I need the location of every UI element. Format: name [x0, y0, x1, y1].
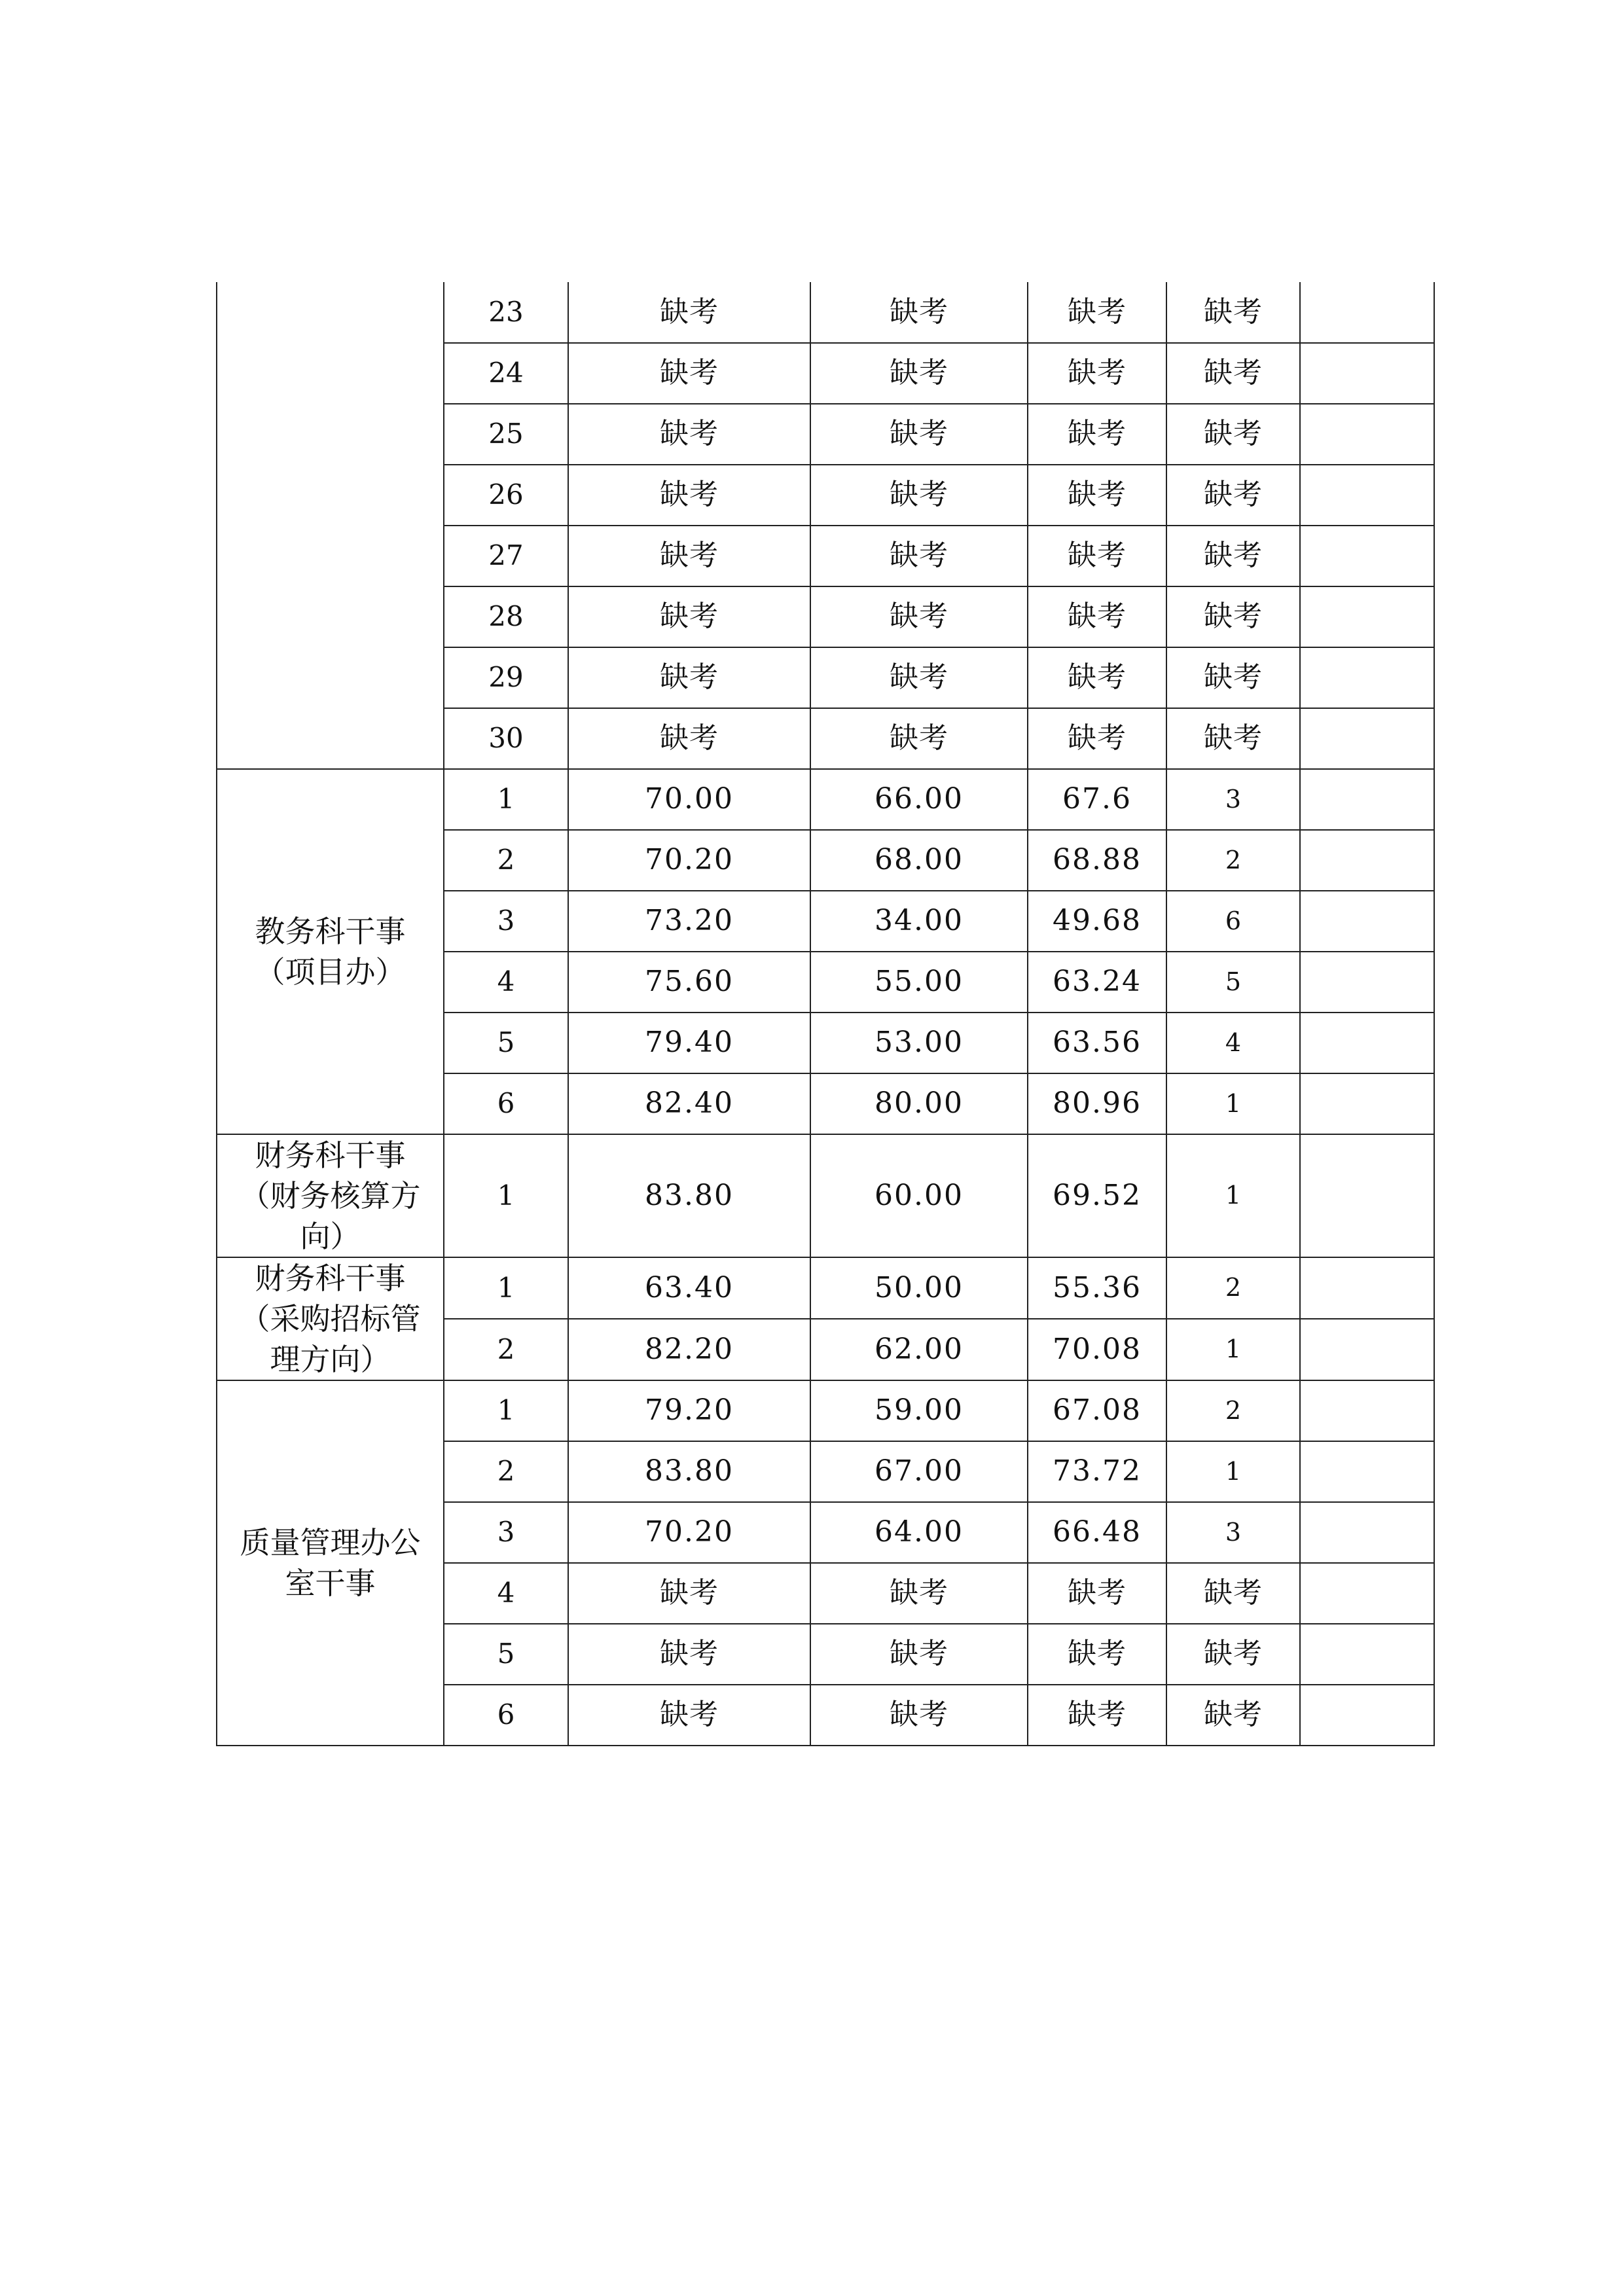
- score1-cell: 73.20: [568, 891, 810, 952]
- no-cell: 2: [444, 1441, 568, 1502]
- no-cell: 4: [444, 1563, 568, 1624]
- total-cell: 缺考: [1028, 343, 1166, 404]
- rank-cell: 缺考: [1166, 282, 1300, 343]
- score2-cell: 59.00: [810, 1380, 1028, 1441]
- score2-cell: 66.00: [810, 769, 1028, 830]
- rank-cell: 缺考: [1166, 1563, 1300, 1624]
- no-cell: 5: [444, 1624, 568, 1685]
- score2-cell: 缺考: [810, 1685, 1028, 1746]
- no-cell: 1: [444, 1257, 568, 1319]
- score1-cell: 79.20: [568, 1380, 810, 1441]
- score1-cell: 79.40: [568, 1013, 810, 1073]
- total-cell: 67.6: [1028, 769, 1166, 830]
- total-cell: 缺考: [1028, 647, 1166, 708]
- score2-cell: 缺考: [810, 647, 1028, 708]
- rank-cell: 1: [1166, 1134, 1300, 1257]
- score1-cell: 70.20: [568, 830, 810, 891]
- note-cell: [1300, 891, 1434, 952]
- score2-cell: 64.00: [810, 1502, 1028, 1563]
- rank-cell: 1: [1166, 1319, 1300, 1380]
- score1-cell: 缺考: [568, 465, 810, 526]
- total-cell: 67.08: [1028, 1380, 1166, 1441]
- score1-cell: 70.20: [568, 1502, 810, 1563]
- score1-cell: 75.60: [568, 952, 810, 1013]
- rank-cell: 缺考: [1166, 343, 1300, 404]
- score2-cell: 34.00: [810, 891, 1028, 952]
- rank-cell: 缺考: [1166, 708, 1300, 769]
- table-row: [217, 769, 1434, 830]
- total-cell: 缺考: [1028, 465, 1166, 526]
- total-cell: 缺考: [1028, 708, 1166, 769]
- no-cell: 29: [444, 647, 568, 708]
- score2-cell: 缺考: [810, 1624, 1028, 1685]
- score1-cell: 缺考: [568, 282, 810, 343]
- score2-cell: 60.00: [810, 1134, 1028, 1257]
- score2-cell: 缺考: [810, 586, 1028, 647]
- note-cell: [1300, 1441, 1434, 1502]
- rank-cell: 缺考: [1166, 526, 1300, 586]
- rank-cell: 3: [1166, 1502, 1300, 1563]
- position-cell: 质量管理办公室干事: [217, 1380, 444, 1746]
- score2-cell: 53.00: [810, 1013, 1028, 1073]
- rank-cell: 缺考: [1166, 586, 1300, 647]
- position-cell: 财务科干事（财务核算方向）: [217, 1134, 444, 1257]
- table-row: [217, 282, 1434, 343]
- note-cell: [1300, 1502, 1434, 1563]
- total-cell: 68.88: [1028, 830, 1166, 891]
- no-cell: 3: [444, 891, 568, 952]
- score1-cell: 缺考: [568, 647, 810, 708]
- note-cell: [1300, 830, 1434, 891]
- score1-cell: 82.20: [568, 1319, 810, 1380]
- score1-cell: 83.80: [568, 1441, 810, 1502]
- score2-cell: 缺考: [810, 1563, 1028, 1624]
- score2-cell: 55.00: [810, 952, 1028, 1013]
- total-cell: 63.24: [1028, 952, 1166, 1013]
- no-cell: 23: [444, 282, 568, 343]
- no-cell: 2: [444, 1319, 568, 1380]
- rank-cell: 1: [1166, 1073, 1300, 1134]
- score1-cell: 缺考: [568, 1563, 810, 1624]
- rank-cell: 4: [1166, 1013, 1300, 1073]
- score2-cell: 67.00: [810, 1441, 1028, 1502]
- score1-cell: 缺考: [568, 1685, 810, 1746]
- table-row: [217, 1380, 1434, 1441]
- note-cell: [1300, 526, 1434, 586]
- note-cell: [1300, 708, 1434, 769]
- rank-cell: 2: [1166, 830, 1300, 891]
- score1-cell: 缺考: [568, 708, 810, 769]
- score2-cell: 50.00: [810, 1257, 1028, 1319]
- note-cell: [1300, 1563, 1434, 1624]
- total-cell: 80.96: [1028, 1073, 1166, 1134]
- table-row: [217, 1134, 1434, 1257]
- rank-cell: 缺考: [1166, 404, 1300, 465]
- rank-cell: 缺考: [1166, 465, 1300, 526]
- no-cell: 5: [444, 1013, 568, 1073]
- score1-cell: 83.80: [568, 1134, 810, 1257]
- score2-cell: 缺考: [810, 708, 1028, 769]
- score-table-body: [217, 282, 1434, 1746]
- note-cell: [1300, 1134, 1434, 1257]
- total-cell: 66.48: [1028, 1502, 1166, 1563]
- note-cell: [1300, 952, 1434, 1013]
- note-cell: [1300, 1380, 1434, 1441]
- total-cell: 63.56: [1028, 1013, 1166, 1073]
- note-cell: [1300, 1319, 1434, 1380]
- total-cell: 49.68: [1028, 891, 1166, 952]
- table-row: [217, 1257, 1434, 1319]
- no-cell: 1: [444, 1380, 568, 1441]
- no-cell: 6: [444, 1685, 568, 1746]
- rank-cell: 1: [1166, 1441, 1300, 1502]
- no-cell: 28: [444, 586, 568, 647]
- score2-cell: 缺考: [810, 282, 1028, 343]
- score1-cell: 70.00: [568, 769, 810, 830]
- no-cell: 26: [444, 465, 568, 526]
- note-cell: [1300, 586, 1434, 647]
- score2-cell: 缺考: [810, 526, 1028, 586]
- rank-cell: 6: [1166, 891, 1300, 952]
- total-cell: 缺考: [1028, 586, 1166, 647]
- total-cell: 缺考: [1028, 1624, 1166, 1685]
- no-cell: 25: [444, 404, 568, 465]
- no-cell: 30: [444, 708, 568, 769]
- score1-cell: 缺考: [568, 526, 810, 586]
- total-cell: 73.72: [1028, 1441, 1166, 1502]
- rank-cell: 缺考: [1166, 647, 1300, 708]
- position-cell: [217, 282, 444, 769]
- note-cell: [1300, 282, 1434, 343]
- note-cell: [1300, 1013, 1434, 1073]
- no-cell: 3: [444, 1502, 568, 1563]
- note-cell: [1300, 1624, 1434, 1685]
- total-cell: 55.36: [1028, 1257, 1166, 1319]
- note-cell: [1300, 769, 1434, 830]
- note-cell: [1300, 1073, 1434, 1134]
- rank-cell: 3: [1166, 769, 1300, 830]
- no-cell: 24: [444, 343, 568, 404]
- total-cell: 缺考: [1028, 1563, 1166, 1624]
- position-cell: 财务科干事（采购招标管理方向）: [217, 1257, 444, 1380]
- note-cell: [1300, 404, 1434, 465]
- rank-cell: 2: [1166, 1380, 1300, 1441]
- note-cell: [1300, 647, 1434, 708]
- total-cell: 缺考: [1028, 404, 1166, 465]
- score1-cell: 82.40: [568, 1073, 810, 1134]
- score1-cell: 缺考: [568, 404, 810, 465]
- note-cell: [1300, 465, 1434, 526]
- no-cell: 6: [444, 1073, 568, 1134]
- rank-cell: 缺考: [1166, 1624, 1300, 1685]
- score-table: [216, 282, 1435, 1746]
- score2-cell: 68.00: [810, 830, 1028, 891]
- rank-cell: 2: [1166, 1257, 1300, 1319]
- score2-cell: 缺考: [810, 465, 1028, 526]
- score1-cell: 63.40: [568, 1257, 810, 1319]
- note-cell: [1300, 1257, 1434, 1319]
- score2-cell: 62.00: [810, 1319, 1028, 1380]
- position-cell: 教务科干事（项目办）: [217, 769, 444, 1134]
- score1-cell: 缺考: [568, 343, 810, 404]
- score1-cell: 缺考: [568, 586, 810, 647]
- total-cell: 70.08: [1028, 1319, 1166, 1380]
- score2-cell: 缺考: [810, 343, 1028, 404]
- no-cell: 27: [444, 526, 568, 586]
- note-cell: [1300, 343, 1434, 404]
- score1-cell: 缺考: [568, 1624, 810, 1685]
- total-cell: 缺考: [1028, 282, 1166, 343]
- note-cell: [1300, 1685, 1434, 1746]
- rank-cell: 5: [1166, 952, 1300, 1013]
- no-cell: 4: [444, 952, 568, 1013]
- no-cell: 1: [444, 769, 568, 830]
- no-cell: 2: [444, 830, 568, 891]
- score2-cell: 缺考: [810, 404, 1028, 465]
- score2-cell: 80.00: [810, 1073, 1028, 1134]
- rank-cell: 缺考: [1166, 1685, 1300, 1746]
- total-cell: 69.52: [1028, 1134, 1166, 1257]
- no-cell: 1: [444, 1134, 568, 1257]
- total-cell: 缺考: [1028, 526, 1166, 586]
- total-cell: 缺考: [1028, 1685, 1166, 1746]
